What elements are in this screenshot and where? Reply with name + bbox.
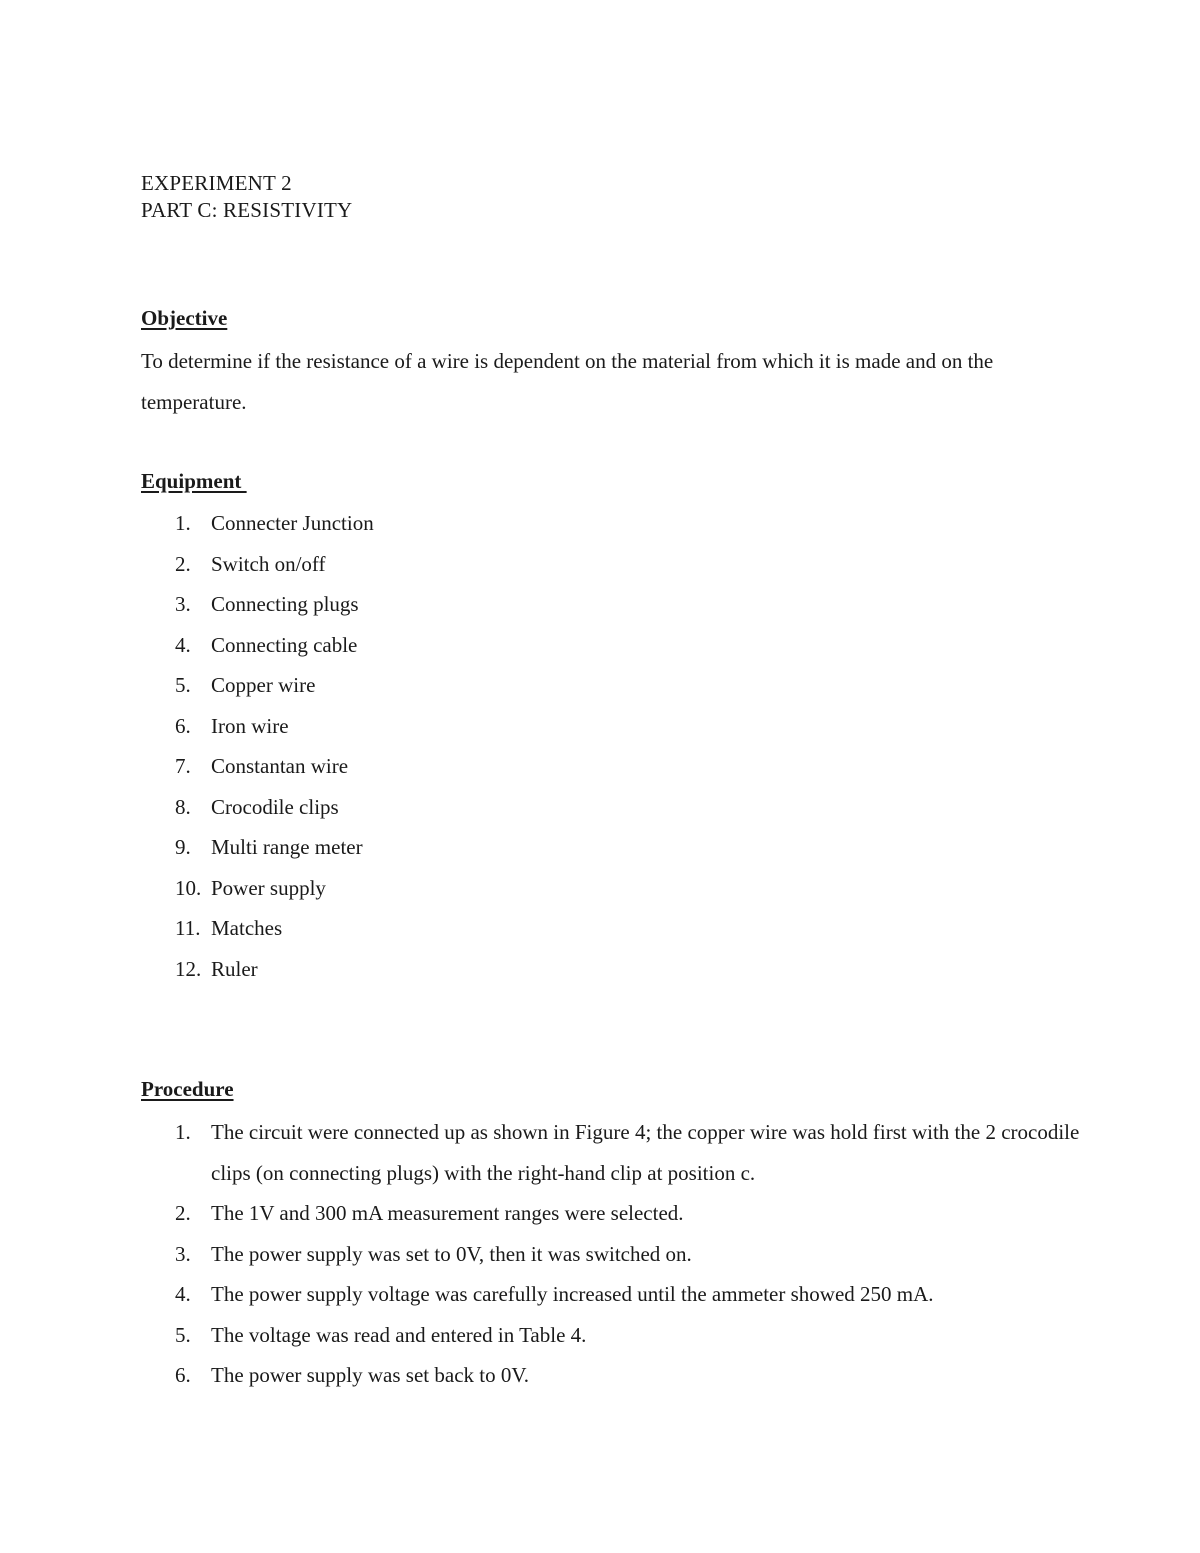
objective-heading: Objective [141,306,228,330]
procedure-list [141,1112,1081,1396]
list-item [141,868,1081,909]
equipment-heading: Equipment [141,469,247,493]
procedure-step [141,1193,1081,1234]
list-number: 4. [175,632,191,657]
step-number: 4. [175,1282,191,1306]
list-number: 1. [175,511,191,535]
step-number: 6. [175,1363,191,1387]
list-number: 12. [175,956,202,981]
part-title: PART C: RESISTIVITY [141,198,353,222]
step-text: The 1V and 300 mA measurement ranges were selected. [211,1201,684,1225]
list-number: 9. [175,835,191,859]
list-item [141,625,1081,666]
list-item-label: Multi range meter [211,835,363,859]
list-number: 10. [175,875,202,900]
procedure-step [141,1355,1081,1396]
list-number: 5. [175,673,191,697]
list-item [141,665,1081,706]
step-number: 3. [175,1241,191,1266]
list-item [141,908,1081,949]
list-number: 11. [175,916,201,940]
list-item [141,503,1081,544]
experiment-title: EXPERIMENT 2 [141,171,292,195]
list-number: 8. [175,794,191,819]
procedure-step [141,1315,1081,1356]
list-item-label: Connecting plugs [211,592,359,616]
list-item [141,949,1081,990]
list-item [141,584,1081,625]
document-title [141,170,352,224]
step-number: 1. [175,1120,191,1144]
list-item-label: Power supply [211,875,326,900]
procedure-step [141,1234,1081,1275]
list-item [141,544,1081,585]
list-item-label: Connecter Junction [211,511,374,535]
equipment-list [141,503,1081,989]
list-number: 7. [175,754,191,778]
list-item-label: Iron wire [211,713,289,738]
list-item-label: Constantan wire [211,754,349,778]
objective-text: To determine if the resistance of a wire is dependent on the material from which it is made and on the temperature. [141,349,994,414]
list-item [141,706,1081,747]
step-number: 2. [175,1201,191,1225]
list-item-label: Copper wire [211,673,316,697]
step-text: The circuit were connected up as shown in Figure 4; the copper wire was hold first with the 2 crocodile clips (on connecting plugs) with the right-hand clip at position c. [211,1120,1080,1185]
list-number: 3. [175,592,191,616]
step-text: The power supply was set to 0V, then it was switched on. [211,1241,692,1266]
procedure-step [141,1112,1081,1193]
list-item-label: Switch on/off [211,551,326,576]
list-item [141,746,1081,787]
list-number: 6. [175,713,191,738]
step-text: The voltage was read and entered in Table 4. [211,1322,587,1347]
list-item [141,787,1081,828]
step-text: The power supply voltage was carefully increased until the ammeter showed 250 mA. [211,1282,934,1306]
list-number: 2. [175,551,191,576]
list-item-label: Ruler [211,956,258,981]
step-number: 5. [175,1322,191,1347]
list-item-label: Matches [211,916,283,940]
list-item-label: Connecting cable [211,632,358,657]
list-item-label: Crocodile clips [211,794,339,819]
procedure-step [141,1274,1081,1315]
list-item [141,827,1081,868]
procedure-heading: Procedure [141,1077,234,1101]
step-text: The power supply was set back to 0V. [211,1363,530,1387]
